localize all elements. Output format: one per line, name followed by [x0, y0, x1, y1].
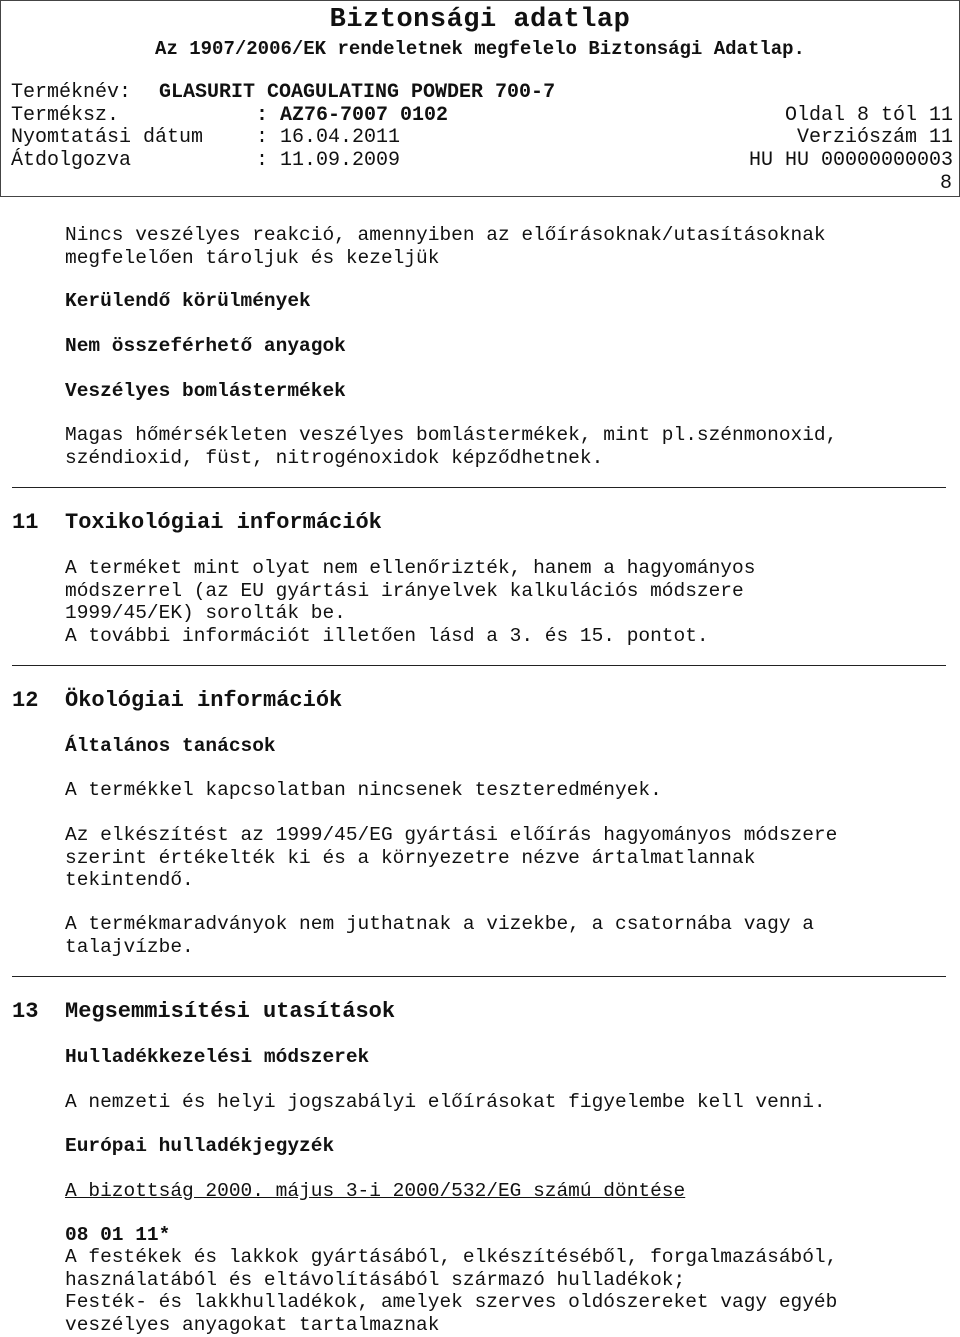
waste-code-description: A festékek és lakkok gyártásából, elkészítéséből, forgalmazásából, használatából és eltávolításából származó hulladékok; Festék- és lakkhulladékok, amelyek szerves oldószereket vagy egyéb veszélyes anyagokat tartalmaznak — [65, 1246, 838, 1336]
reactivity-text: Nincs veszélyes reakció, amennyiben az előírásoknak/utasításoknak megfelelően tároljuk és kezeljük — [65, 224, 826, 269]
ecology-text-1: A termékkel kapcsolatban nincsenek teszteredmények. — [65, 779, 662, 801]
subheading-conditions-to-avoid: Kerülendő körülmények — [65, 290, 311, 312]
decision-reference: A bizottság 2000. május 3-i 2000/532/EG számú döntése — [65, 1180, 686, 1202]
decomposition-text: Magas hőmérsékleten veszélyes bomlástermékek, mint pl.szénmonoxid, széndioxid, füst, nitrogénoxidok képződhetnek. — [65, 424, 838, 469]
reference-info: HU HU 00000000003 — [748, 149, 953, 172]
section-divider — [12, 665, 946, 666]
code-label: Terméksz. — [11, 104, 120, 127]
document-header — [0, 0, 960, 197]
subheading-eu-waste-list: Európai hulladékjegyzék — [65, 1135, 335, 1157]
section-divider — [12, 487, 946, 488]
product-label: Terméknév: — [11, 81, 132, 104]
document-title: Biztonsági adatlap — [329, 5, 631, 35]
section-number: 11 — [12, 510, 39, 535]
section-divider — [12, 976, 946, 977]
document-subtitle: Az 1907/2006/EK rendeletnek megfelelo Biztonsági Adatlap. — [155, 38, 805, 60]
subheading-waste-methods: Hulladékkezelési módszerek — [65, 1046, 370, 1068]
print-date-label: Nyomtatási dátum — [11, 126, 204, 149]
ecology-text-3: A termékmaradványok nem juthatnak a vizekbe, a csatornába vagy a talajvízbe. — [65, 913, 814, 958]
ecology-text-2: Az elkészítést az 1999/45/EG gyártási előírás hagyományos módszere szerint értékelték ki és a környezetre nézve ártalmatlannak tekintendő. — [65, 824, 838, 891]
header-row-product — [11, 81, 953, 103]
section-13-heading — [12, 999, 395, 1025]
header-row-revised — [11, 149, 953, 171]
product-name: GLASURIT COAGULATING POWDER 700-7 — [159, 81, 556, 104]
waste-code: 08 01 11* — [65, 1224, 171, 1246]
page-number: 8 — [939, 172, 952, 195]
section-title: Ökológiai információk — [65, 688, 343, 713]
code-value: : AZ76-7007 0102 — [256, 104, 449, 127]
section-11-heading — [12, 510, 382, 536]
subheading-hazardous-decomposition: Veszélyes bomlástermékek — [65, 380, 346, 402]
revised-value: : 11.09.2009 — [256, 149, 401, 172]
header-row-code — [11, 104, 953, 126]
section-number: 13 — [12, 999, 39, 1024]
section-title: Megsemmisítési utasítások — [65, 999, 396, 1024]
subheading-general-advice: Általános tanácsok — [65, 735, 276, 757]
toxicology-text: A terméket mint olyat nem ellenőrizték, hanem a hagyományos módszerrel (az EU gyártási irányelvek kalkulációs módszere 1999/45/EK) sorolták be. A további információt illetően lásd a 3. és 15. pontot. — [65, 557, 756, 647]
page-info: Oldal 8 tól 11 — [784, 104, 953, 127]
waste-text: A nemzeti és helyi jogszabályi előírásokat figyelembe kell venni. — [65, 1091, 826, 1113]
version-info: Verziószám 11 — [796, 126, 953, 149]
header-row-print — [11, 126, 953, 148]
section-12-heading — [12, 688, 342, 714]
print-date-value: : 16.04.2011 — [256, 126, 401, 149]
subheading-incompatible-materials: Nem összeférhető anyagok — [65, 335, 346, 357]
section-title: Toxikológiai információk — [65, 510, 382, 535]
section-number: 12 — [12, 688, 39, 713]
revised-label: Átdolgozva — [11, 149, 132, 172]
